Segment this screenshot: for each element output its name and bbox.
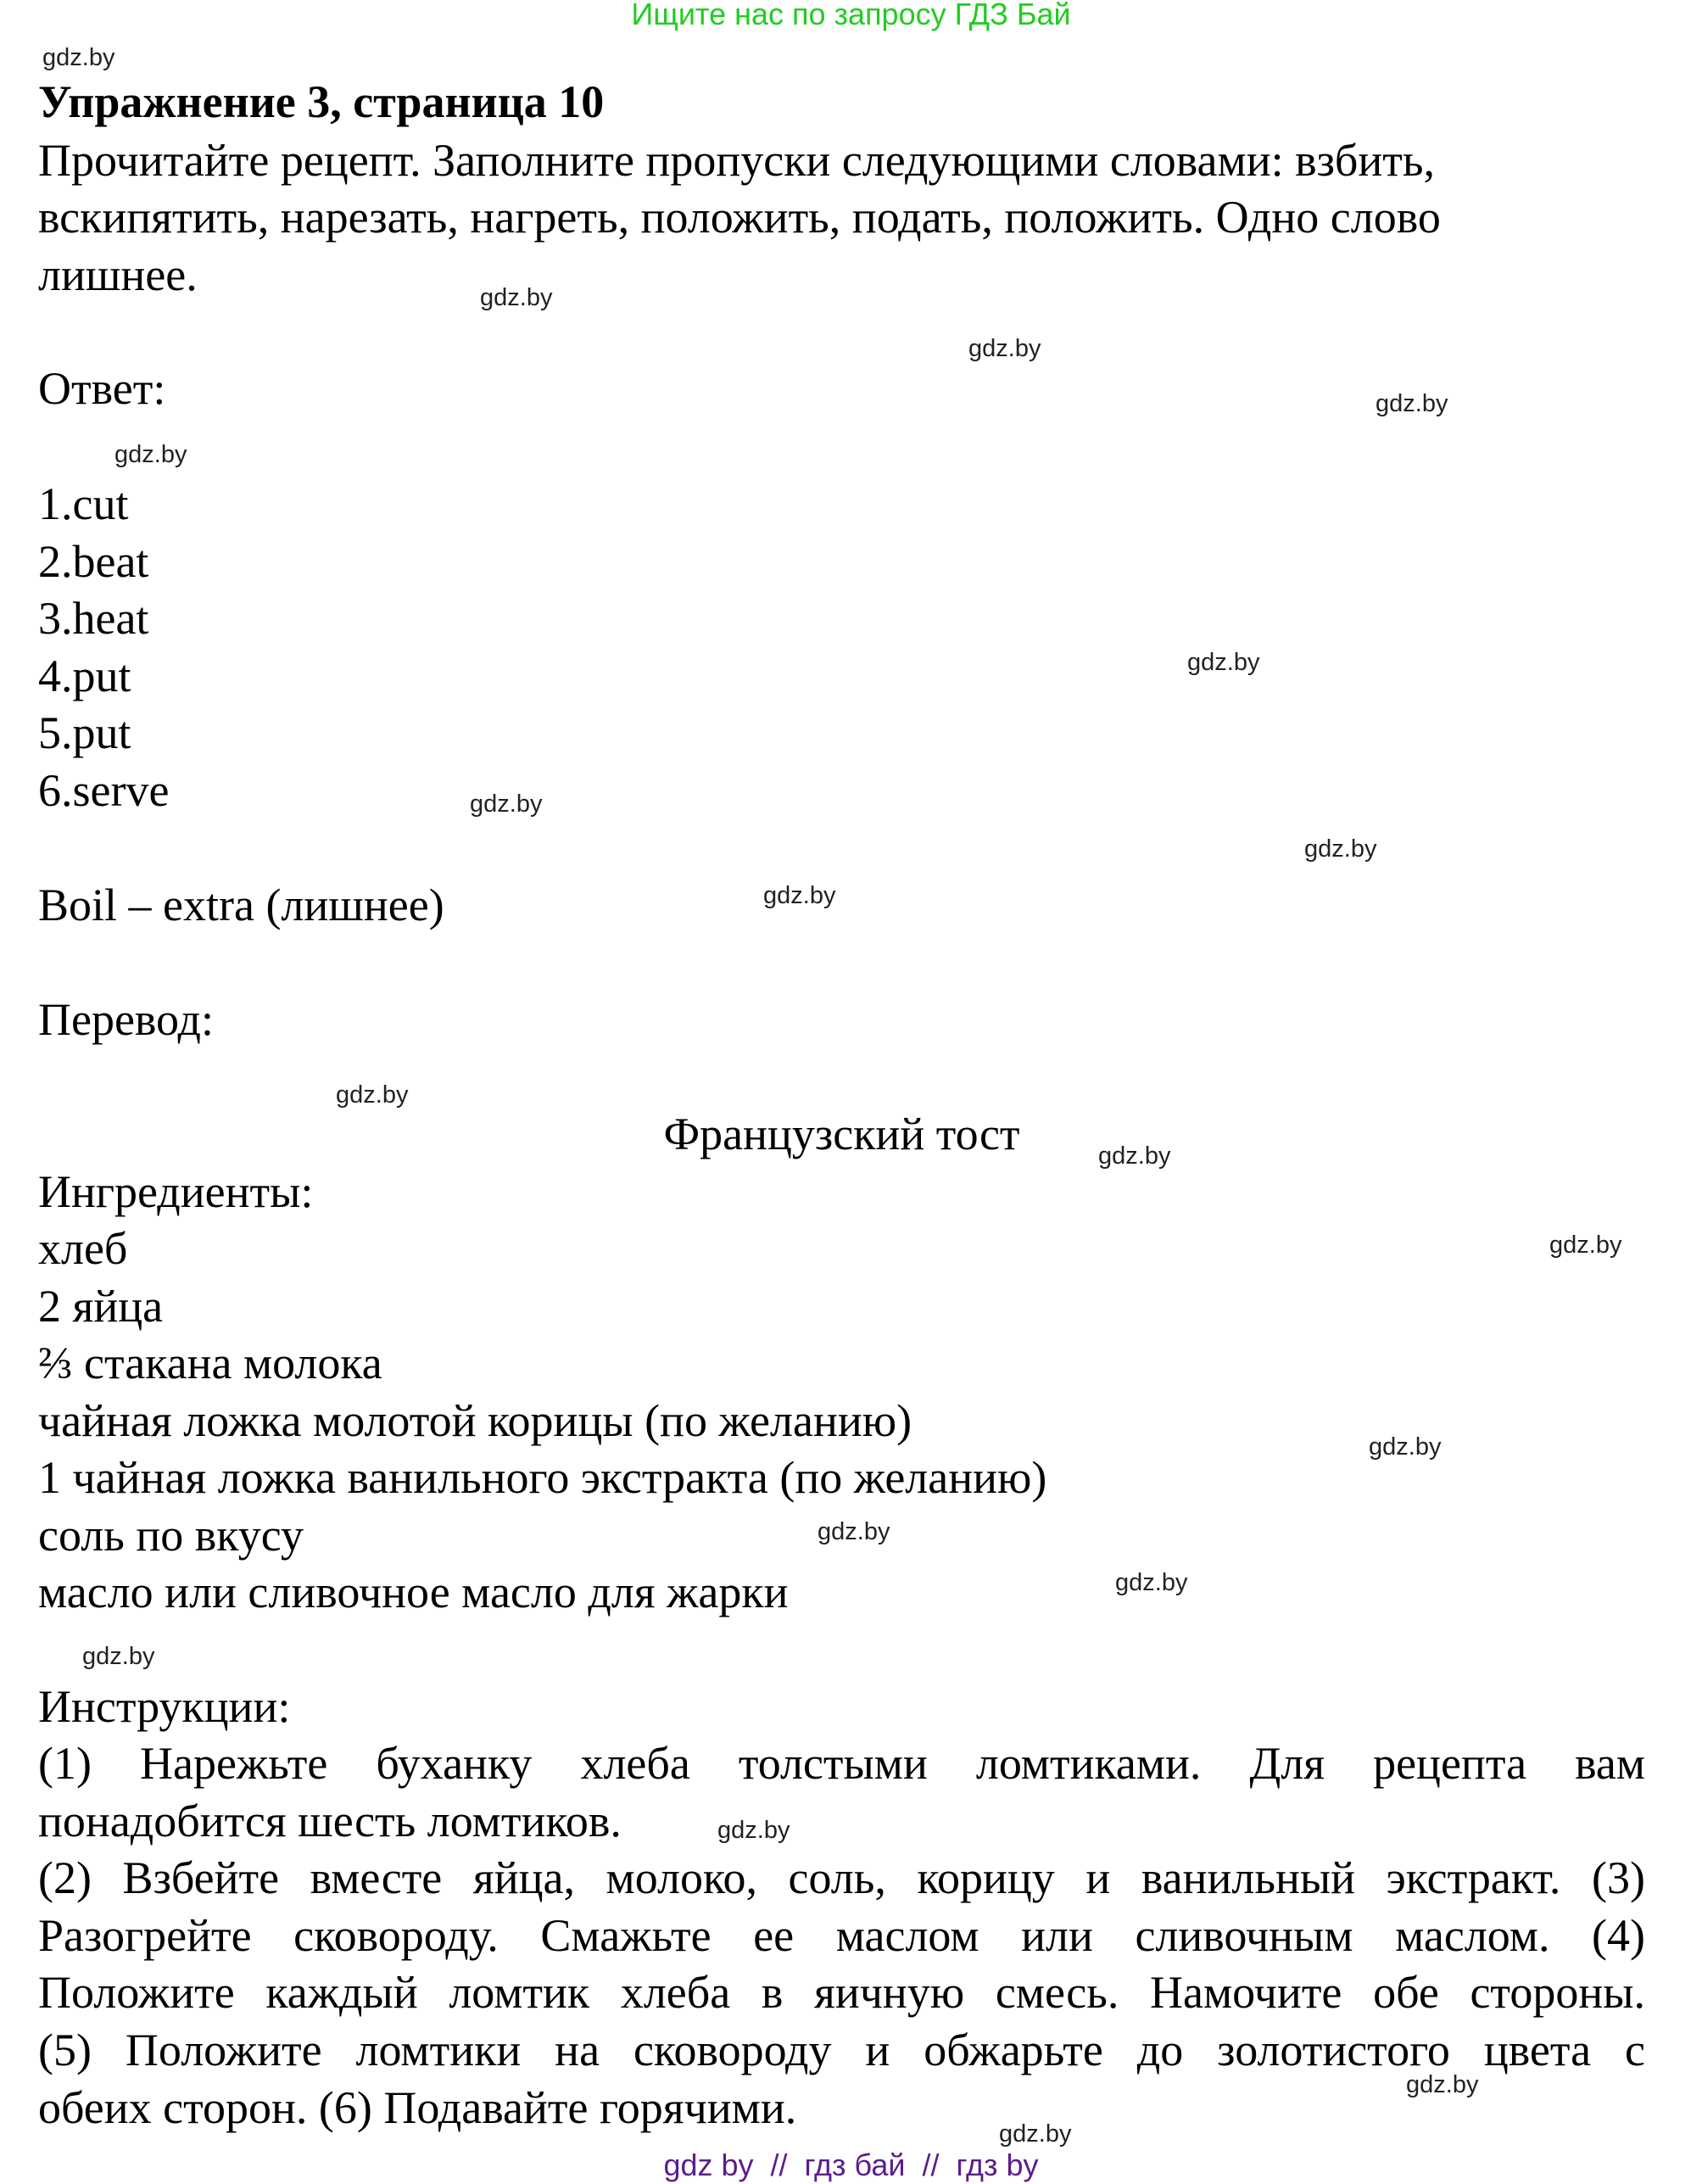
instruction-line: понадобится шесть ломтиков. (38, 1795, 622, 1846)
watermark: gdz.by (42, 44, 115, 71)
instructions-label: Инструкции: (38, 1681, 291, 1732)
watermark: gdz.by (818, 1518, 890, 1545)
instruction-line: Положите каждый ломтик хлеба в яичную смесь. Намочите обе стороны. (38, 1967, 1645, 2019)
ingredient-item: 1 чайная ложка ванильного экстракта (по желанию) (38, 1452, 1047, 1503)
watermark: gdz.by (1115, 1569, 1188, 1596)
watermark: gdz.by (1369, 1433, 1442, 1461)
translation-label: Перевод: (38, 994, 214, 1045)
task-line: Прочитайте рецепт. Заполните пропуски следующими словами: взбить, (38, 135, 1436, 186)
extra-word-note: Boil – extra (лишнее) (38, 880, 444, 930)
ingredients-label: Ингредиенты: (38, 1166, 314, 1217)
watermark: gdz.by (1098, 1142, 1171, 1170)
page-title: Упражнение 3, страница 10 (38, 76, 605, 127)
watermark: gdz.by (1376, 390, 1448, 417)
watermark: gdz.by (480, 284, 553, 311)
answer-item: 4.put (38, 651, 131, 701)
search-banner: Ищите нас по запросу ГДЗ Бай (631, 0, 1071, 31)
instruction-line: Разогрейте сковороду. Смажьте ее маслом или сливочным маслом. (4) (38, 1909, 1645, 1961)
ingredient-item: чайная ложка молотой корицы (по желанию) (38, 1395, 912, 1446)
watermark: gdz.by (82, 1643, 155, 1670)
watermark: gdz.by (114, 441, 187, 468)
instruction-line: (2) Взбейте вместе яйца, молоко, соль, корицу и ванильный экстракт. (3) (38, 1852, 1645, 1904)
watermark: gdz.by (336, 1081, 409, 1109)
ingredient-item: ⅔ стакана молока (38, 1338, 382, 1388)
task-line: вскипятить, нарезать, нагреть, положить, подать, положить. Одно слово (38, 192, 1441, 243)
instruction-line: обеих сторон. (6) Подавайте горячими. (38, 2081, 797, 2133)
task-line: лишнее. (38, 249, 198, 300)
answer-item: 3.heat (38, 593, 149, 644)
watermark: gdz.by (1187, 649, 1260, 676)
answer-item: 6.serve (38, 765, 170, 816)
ingredient-item: хлеб (38, 1223, 128, 1274)
watermark: gdz.by (999, 2120, 1072, 2148)
recipe-title: Французский тост (663, 1109, 1020, 1159)
answer-item: 5.put (38, 707, 131, 758)
watermark: gdz.by (717, 1817, 790, 1844)
ingredient-item: масло или сливочное масло для жарки (38, 1567, 789, 1617)
ingredient-item: соль по вкусу (38, 1510, 304, 1561)
answer-item: 1.cut (38, 478, 129, 529)
footer-links: gdz by // гдз бай // гдз by (663, 2148, 1039, 2182)
answer-item: 2.beat (38, 536, 149, 587)
watermark: gdz.by (1304, 835, 1377, 863)
instructions-paragraph (38, 1735, 1645, 2137)
watermark: gdz.by (763, 882, 836, 909)
watermark: gdz.by (1406, 2071, 1479, 2098)
instruction-line: (1) Нарежьте буханку хлеба толстыми ломтиками. Для рецепта вам (38, 1738, 1645, 1789)
watermark: gdz.by (1549, 1232, 1622, 1259)
instruction-line: (5) Положите ломтики на сковороду и обжарьте до золотистого цвета с (38, 2024, 1645, 2075)
answer-label: Ответ: (38, 363, 166, 414)
watermark: gdz.by (470, 790, 543, 818)
watermark: gdz.by (968, 335, 1041, 362)
ingredient-item: 2 яйца (38, 1281, 164, 1332)
